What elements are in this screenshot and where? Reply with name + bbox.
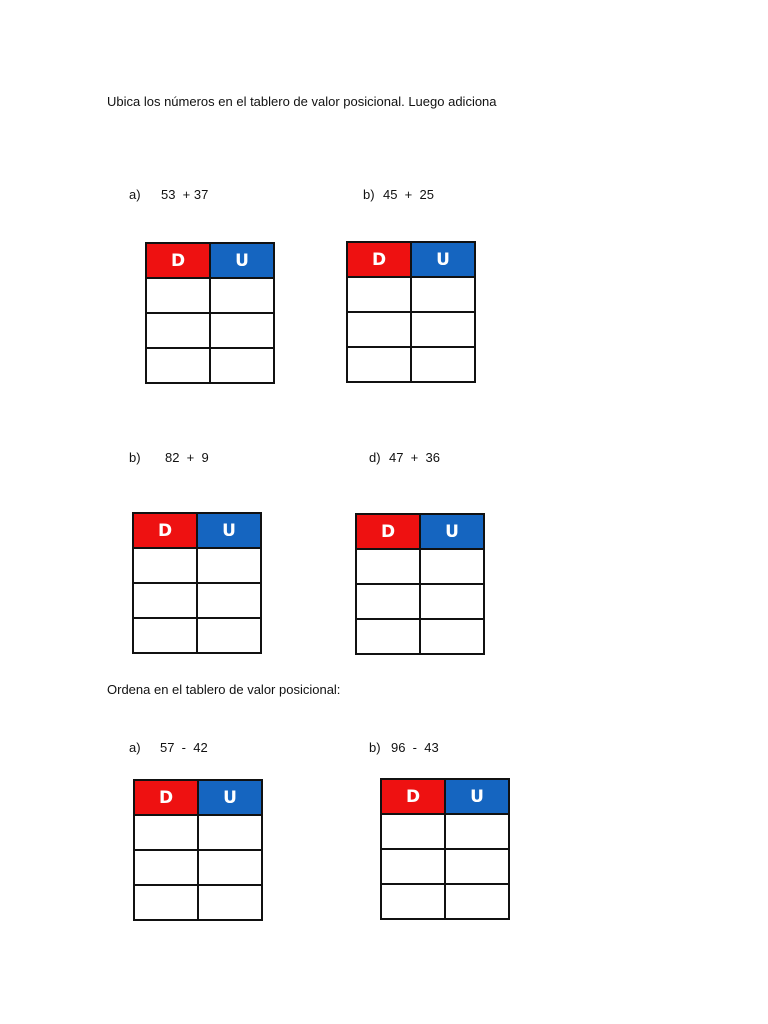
tens-header: D: [381, 779, 445, 814]
board-cell[interactable]: [411, 277, 475, 312]
exercise-a-letter: a): [129, 187, 141, 202]
board-cell[interactable]: [356, 584, 420, 619]
board-cell[interactable]: [134, 850, 198, 885]
instruction-order: Ordena en el tablero de valor posicional:: [107, 682, 341, 697]
exercise-e-letter: a): [129, 740, 141, 755]
board-cell[interactable]: [146, 313, 210, 348]
board-cell[interactable]: [420, 549, 484, 584]
units-header: U: [445, 779, 509, 814]
board-cell[interactable]: [420, 619, 484, 654]
board-cell[interactable]: [445, 814, 509, 849]
board-cell[interactable]: [411, 312, 475, 347]
board-cell[interactable]: [210, 313, 274, 348]
place-value-board-d: [355, 513, 485, 655]
tens-header: D: [146, 243, 210, 278]
exercise-a-expression: 53 + 37: [161, 187, 209, 202]
place-value-board-c: [132, 512, 262, 654]
board-cell[interactable]: [445, 884, 509, 919]
place-value-board-b: [346, 241, 476, 383]
exercise-c-letter: b): [129, 450, 141, 465]
board-cell[interactable]: [347, 347, 411, 382]
board-cell[interactable]: [210, 278, 274, 313]
board-cell[interactable]: [146, 348, 210, 383]
tens-header: D: [134, 780, 198, 815]
board-cell[interactable]: [133, 548, 197, 583]
board-cell[interactable]: [197, 548, 261, 583]
board-cell[interactable]: [356, 619, 420, 654]
board-cell[interactable]: [198, 815, 262, 850]
place-value-board-f: [380, 778, 510, 920]
board-cell[interactable]: [381, 849, 445, 884]
exercise-b-expression: 45 + 25: [383, 187, 434, 202]
board-cell[interactable]: [198, 885, 262, 920]
board-cell[interactable]: [420, 584, 484, 619]
board-cell[interactable]: [197, 618, 261, 653]
exercise-c-expression: 82 + 9: [165, 450, 209, 465]
board-cell[interactable]: [133, 618, 197, 653]
exercise-f-expression: 96 - 43: [391, 740, 439, 755]
exercise-f-letter: b): [369, 740, 381, 755]
board-cell[interactable]: [134, 815, 198, 850]
place-value-board-e: [133, 779, 263, 921]
board-cell[interactable]: [356, 549, 420, 584]
tens-header: D: [133, 513, 197, 548]
units-header: U: [420, 514, 484, 549]
exercise-d-letter: d): [369, 450, 381, 465]
units-header: U: [198, 780, 262, 815]
exercise-b-letter: b): [363, 187, 375, 202]
board-cell[interactable]: [445, 849, 509, 884]
instruction-addition: Ubica los números en el tablero de valor posicional. Luego adiciona: [107, 94, 497, 109]
board-cell[interactable]: [134, 885, 198, 920]
exercise-d-expression: 47 + 36: [389, 450, 440, 465]
tens-header: D: [356, 514, 420, 549]
units-header: U: [197, 513, 261, 548]
board-cell[interactable]: [197, 583, 261, 618]
board-cell[interactable]: [146, 278, 210, 313]
board-cell[interactable]: [347, 277, 411, 312]
board-cell[interactable]: [133, 583, 197, 618]
units-header: U: [210, 243, 274, 278]
board-cell[interactable]: [381, 814, 445, 849]
board-cell[interactable]: [210, 348, 274, 383]
place-value-board-a: [145, 242, 275, 384]
board-cell[interactable]: [381, 884, 445, 919]
board-cell[interactable]: [198, 850, 262, 885]
board-cell[interactable]: [347, 312, 411, 347]
board-cell[interactable]: [411, 347, 475, 382]
units-header: U: [411, 242, 475, 277]
tens-header: D: [347, 242, 411, 277]
exercise-e-expression: 57 - 42: [160, 740, 208, 755]
